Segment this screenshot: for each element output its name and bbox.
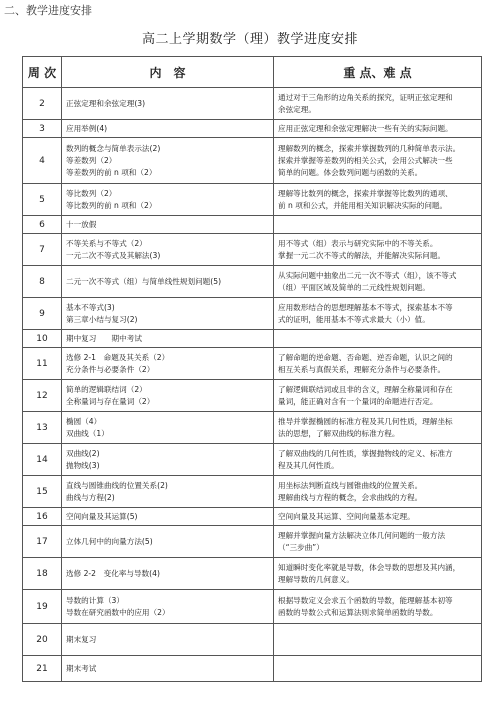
- focus-cell: [274, 412, 482, 444]
- focus-cell: [274, 624, 482, 656]
- content-line: 立体几何中的向量方法(5): [66, 536, 153, 546]
- focus-line: 理解曲线与方程的概念，会求曲线的方程。: [278, 492, 423, 502]
- focus-line: 通过对于三角形的边角关系的探究，证明正弦定理和: [278, 92, 453, 102]
- content-line: 不等关系与不等式（2）: [66, 238, 147, 248]
- week-cell: 13: [23, 412, 62, 444]
- table-row: [23, 138, 482, 184]
- week-cell: 4: [23, 138, 62, 184]
- table-row: [23, 508, 482, 526]
- content-line: 期末考试: [66, 663, 97, 673]
- focus-line: 程及其几何性质。: [278, 460, 339, 470]
- table-row: [23, 380, 482, 412]
- content-line: 双曲线（1）: [66, 428, 109, 438]
- content-line: 等比数列（2）: [66, 188, 117, 198]
- focus-line: 理解并掌握向量方法解决立体几何问题的一般方法: [278, 530, 446, 540]
- focus-cell: [274, 88, 482, 120]
- header-week: 周 次: [23, 57, 62, 88]
- table-row: [23, 624, 482, 656]
- content-line: 选修 2-1 命题及其关系（2）: [66, 352, 170, 362]
- focus-line: 从实际问题中抽象出二元一次不等式（组），该不等式: [278, 270, 457, 280]
- week-cell: 21: [23, 656, 62, 682]
- focus-line: 法的思想，了解双曲线的标准方程。: [278, 428, 400, 438]
- focus-line: 相互关系与真假关系，理解充分条件与必要条件。: [278, 364, 446, 374]
- focus-cell: [274, 508, 482, 526]
- content-line: 期中复习 期中考试: [66, 333, 142, 343]
- week-cell: 11: [23, 348, 62, 380]
- focus-cell: [274, 590, 482, 624]
- focus-line: 简单的问题。体会数列问题与函数的关系。: [278, 167, 423, 177]
- content-line: 等差数列（2）: [66, 155, 117, 165]
- content-cell: [62, 558, 274, 590]
- content-line: 椭圆（4）: [66, 416, 102, 426]
- content-line: 全称量词与存在量词（2）: [66, 396, 155, 406]
- focus-line: 了解双曲线的几何性质，掌握抛物线的定义、标准方: [278, 448, 453, 458]
- content-cell: [62, 348, 274, 380]
- focus-line: 探索并掌握等差数列的相关公式，会用公式解决一些: [278, 155, 453, 165]
- focus-cell: [274, 330, 482, 348]
- week-cell: 2: [23, 88, 62, 120]
- content-line: 基本不等式(3): [66, 302, 115, 312]
- focus-line: （组）平面区域及简单的二元线性规划问题。: [278, 282, 430, 292]
- content-cell: [62, 216, 274, 234]
- content-line: 双曲线(2): [66, 448, 100, 458]
- week-cell: 12: [23, 380, 62, 412]
- week-cell: 7: [23, 234, 62, 266]
- week-cell: 8: [23, 266, 62, 298]
- content-cell: [62, 184, 274, 216]
- content-line: 导数的计算（3）: [66, 595, 124, 605]
- table-row: [23, 348, 482, 380]
- focus-line: 前 n 项和公式，并能用相关知识解决实际的问题。: [278, 200, 448, 210]
- content-cell: [62, 138, 274, 184]
- focus-cell: [274, 216, 482, 234]
- table-row: [23, 298, 482, 330]
- header-focus: 重 点、难 点: [274, 57, 482, 88]
- table-header-row: [23, 57, 482, 88]
- week-cell: 5: [23, 184, 62, 216]
- content-cell: [62, 508, 274, 526]
- content-line: 应用举例(4): [66, 123, 108, 133]
- content-cell: [62, 412, 274, 444]
- focus-cell: [274, 266, 482, 298]
- focus-line: 量词，能正确对含有一个量词的命题进行否定。: [278, 396, 438, 406]
- content-line: 等差数列的前 n 项和（2）: [66, 167, 157, 177]
- content-cell: [62, 526, 274, 558]
- content-cell: [62, 656, 274, 682]
- week-cell: 19: [23, 590, 62, 624]
- table-body: [23, 88, 482, 682]
- table-row: [23, 120, 482, 138]
- content-line: 十一放假: [66, 219, 97, 229]
- content-line: 第三章小结与复习(2): [66, 314, 138, 324]
- focus-line: 理解等比数列的概念，探索并掌握等比数列的通项、: [278, 188, 453, 198]
- table-row: [23, 88, 482, 120]
- content-line: 选修 2-2 变化率与导数(4): [66, 568, 160, 578]
- content-cell: [62, 476, 274, 508]
- content-cell: [62, 88, 274, 120]
- content-line: 导数在研究函数中的应用（2）: [66, 607, 170, 617]
- focus-line: 函数的导数公式和运算法则求简单函数的导数。: [278, 607, 438, 617]
- focus-line: 推导并掌握椭圆的标准方程及其几何性质，理解坐标: [278, 416, 453, 426]
- focus-line: 应用数形结合的思想理解基本不等式，探索基本不等: [278, 302, 453, 312]
- table-row: [23, 444, 482, 476]
- table-row: [23, 590, 482, 624]
- header-content: 内 容: [62, 57, 274, 88]
- focus-line: 了解命题的逆命题、否命题、逆否命题，认识之间的: [278, 352, 453, 362]
- table-row: [23, 216, 482, 234]
- table-row: [23, 656, 482, 682]
- week-cell: 17: [23, 526, 62, 558]
- focus-line: 掌握一元二次不等式的解法，并能解决实际问题。: [278, 250, 446, 260]
- section-heading: 二、教学进度安排: [4, 4, 92, 17]
- content-line: 二元一次不等式（组）与简单线性规划问题(5): [66, 276, 222, 286]
- week-cell: 18: [23, 558, 62, 590]
- content-line: 正弦定理和余弦定理(3): [66, 98, 146, 108]
- content-cell: [62, 234, 274, 266]
- focus-cell: [274, 380, 482, 412]
- table-row: [23, 266, 482, 298]
- schedule-table: [22, 56, 482, 682]
- focus-cell: [274, 526, 482, 558]
- content-line: 曲线与方程(2): [66, 492, 115, 502]
- focus-line: 用不等式（组）表示与研究实际中的不等关系。: [278, 238, 438, 248]
- content-line: 等比数列的前 n 项和（2）: [66, 200, 157, 210]
- content-cell: [62, 380, 274, 412]
- focus-cell: [274, 444, 482, 476]
- content-line: 直线与圆锥曲线的位置关系(2): [66, 480, 168, 490]
- focus-line: 式的证明，能用基本不等式求最大（小）值。: [278, 314, 430, 324]
- week-cell: 10: [23, 330, 62, 348]
- content-cell: [62, 330, 274, 348]
- content-line: 期末复习: [66, 634, 97, 644]
- week-cell: 20: [23, 624, 62, 656]
- focus-cell: [274, 476, 482, 508]
- table-row: [23, 558, 482, 590]
- table-row: [23, 526, 482, 558]
- content-line: 抛物线(3): [66, 460, 100, 470]
- content-line: 数列的概念与简单表示法(2): [66, 143, 161, 153]
- table-row: [23, 476, 482, 508]
- focus-line: 应用正弦定理和余弦定理解决一些有关的实际问题。: [278, 123, 453, 133]
- focus-cell: [274, 234, 482, 266]
- focus-cell: [274, 138, 482, 184]
- table-row: [23, 412, 482, 444]
- focus-cell: [274, 348, 482, 380]
- focus-line: 余弦定理。: [278, 104, 316, 114]
- week-cell: 3: [23, 120, 62, 138]
- focus-cell: [274, 656, 482, 682]
- focus-line: 空间向量及其运算、空间向量基本定理。: [278, 511, 415, 521]
- content-line: 简单的逻辑联结词（2）: [66, 384, 147, 394]
- table-row: [23, 330, 482, 348]
- focus-line: 了解逻辑联结词或且非的含义，理解全称量词和存在: [278, 384, 453, 394]
- focus-cell: [274, 120, 482, 138]
- content-line: 一元二次不等式及其解法(3): [66, 250, 161, 260]
- content-cell: [62, 444, 274, 476]
- content-cell: [62, 624, 274, 656]
- week-cell: 9: [23, 298, 62, 330]
- document-title: 高二上学期数学（理）教学进度安排: [141, 32, 358, 47]
- focus-line: 用坐标法判断直线与圆锥曲线的位置关系。: [278, 480, 423, 490]
- content-cell: [62, 590, 274, 624]
- focus-cell: [274, 184, 482, 216]
- table-row: [23, 184, 482, 216]
- focus-line: 根据导数定义会求五个函数的导数，能理解基本初等: [278, 595, 453, 605]
- focus-cell: [274, 558, 482, 590]
- focus-line: 理解数列的概念，探索并掌握数列的几种简单表示法。: [278, 143, 461, 153]
- content-cell: [62, 266, 274, 298]
- focus-line: 知道瞬时变化率就是导数，体会导数的思想及其内涵，: [278, 562, 461, 572]
- week-cell: 16: [23, 508, 62, 526]
- focus-line: （“三步曲”）: [278, 542, 324, 552]
- week-cell: 15: [23, 476, 62, 508]
- focus-line: 理解导数的几何意义。: [278, 574, 354, 584]
- content-line: 空间向量及其运算(5): [66, 511, 138, 521]
- content-cell: [62, 120, 274, 138]
- week-cell: 6: [23, 216, 62, 234]
- content-cell: [62, 298, 274, 330]
- content-line: 充分条件与必要条件（2）: [66, 364, 155, 374]
- table-row: [23, 234, 482, 266]
- week-cell: 14: [23, 444, 62, 476]
- focus-cell: [274, 298, 482, 330]
